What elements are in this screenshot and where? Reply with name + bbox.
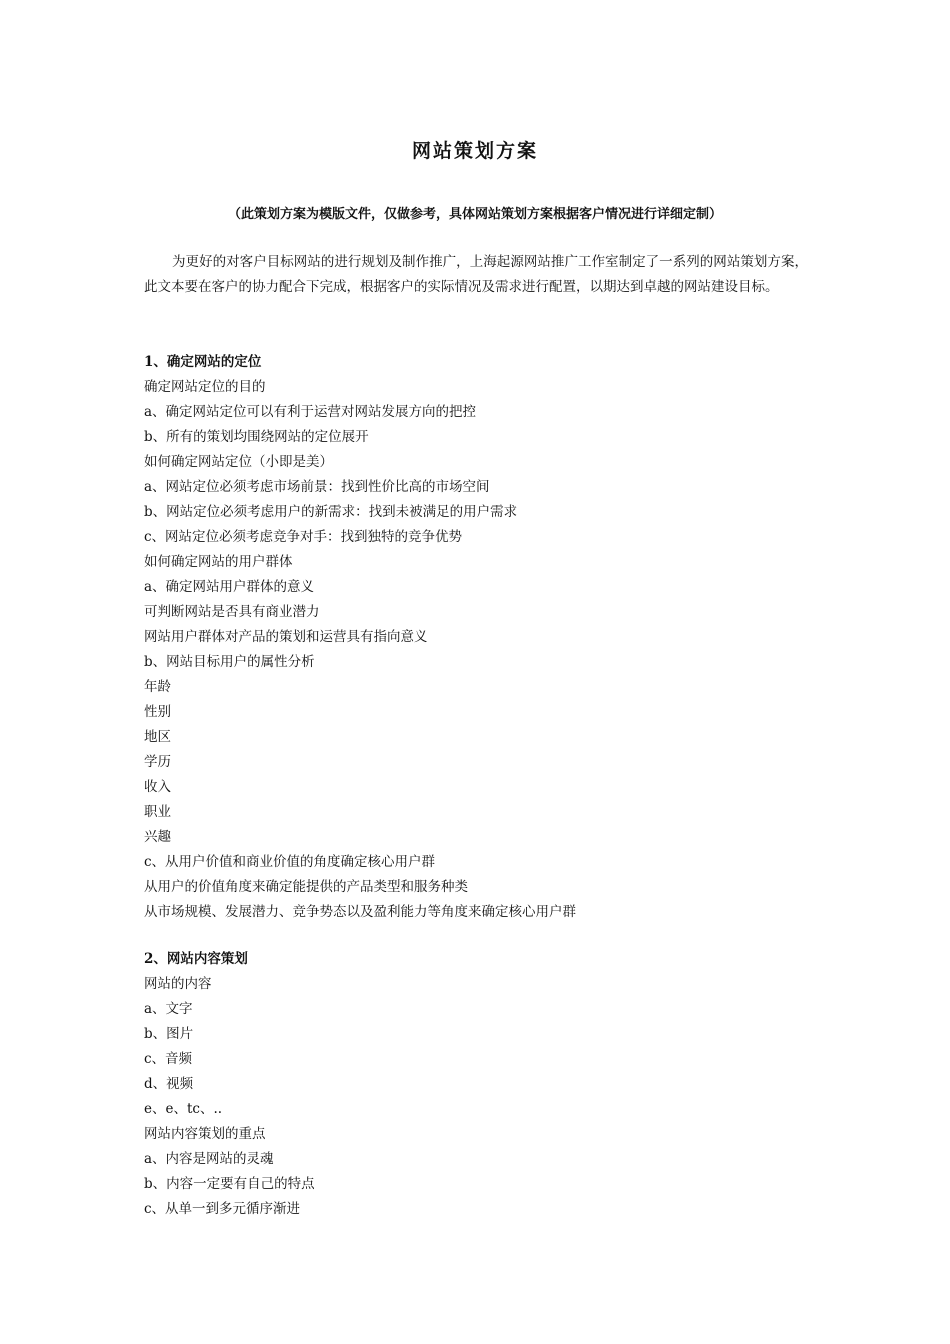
- list-item: a、内容是网站的灵魂: [144, 1151, 274, 1167]
- list-item: 网站用户群体对产品的策划和运营具有指向意义: [144, 629, 428, 645]
- list-item: a、确定网站用户群体的意义: [144, 579, 315, 595]
- list-item: d、视频: [144, 1076, 194, 1092]
- list-item: a、确定网站定位可以有利于运营对网站发展方向的把控: [144, 404, 477, 420]
- list-item: 网站的内容: [144, 976, 212, 992]
- list-item: 学历: [144, 754, 171, 770]
- list-item: b、网站目标用户的属性分析: [144, 654, 315, 670]
- list-item: a、文字: [144, 1001, 193, 1017]
- section-heading: 1、确定网站的定位: [144, 354, 262, 370]
- list-item: e、e、tc、..: [144, 1101, 223, 1117]
- list-item: 从用户的价值角度来确定能提供的产品类型和服务种类: [144, 879, 468, 895]
- list-item: 性别: [144, 704, 171, 720]
- list-item: c、网站定位必须考虑竞争对手：找到独特的竞争优势: [144, 529, 463, 545]
- section-content-planning: [144, 947, 824, 1222]
- list-item: 兴趣: [144, 829, 171, 845]
- list-item: 可判断网站是否具有商业潜力: [144, 604, 320, 620]
- document-title: 网站策划方案: [411, 140, 538, 162]
- list-item: 年龄: [144, 679, 171, 695]
- document-subtitle: （此策划方案为模版文件，仅做参考，具体网站策划方案根据客户情况进行详细定制）: [227, 207, 722, 222]
- list-item: 收入: [144, 779, 171, 795]
- list-item: b、图片: [144, 1026, 194, 1042]
- list-item: 如何确定网站的用户群体: [144, 554, 293, 570]
- list-item: a、网站定位必须考虑市场前景：找到性价比高的市场空间: [144, 479, 490, 495]
- list-item: b、所有的策划均围绕网站的定位展开: [144, 429, 369, 445]
- list-item: 确定网站定位的目的: [144, 379, 266, 395]
- list-item: c、音频: [144, 1051, 193, 1067]
- list-item: 地区: [144, 729, 171, 745]
- section-heading: 2、网站内容策划: [144, 951, 248, 967]
- list-item: b、网站定位必须考虑用户的新需求：找到未被满足的用户需求: [144, 504, 518, 520]
- list-item: b、内容一定要有自己的特点: [144, 1176, 315, 1192]
- list-item: 如何确定网站定位（小即是美）: [144, 454, 333, 470]
- list-item: 职业: [144, 804, 171, 820]
- list-item: c、从用户价值和商业价值的角度确定核心用户群: [144, 854, 436, 870]
- list-item: 从市场规模、发展潜力、竞争势态以及盈利能力等角度来确定核心用户群: [144, 904, 576, 920]
- list-item: c、从单一到多元循序渐进: [144, 1201, 301, 1217]
- list-item: 网站内容策划的重点: [144, 1126, 266, 1142]
- section-website-positioning: [144, 350, 824, 925]
- intro-paragraph: 为更好的对客户目标网站的进行规划及制作推广，上海起源网站推广工作室制定了一系列的网站策划方案，此文本要在客户的协力配合下完成，根据客户的实际情况及需求进行配置，以期达到卓越的网站建设目标。: [144, 254, 808, 295]
